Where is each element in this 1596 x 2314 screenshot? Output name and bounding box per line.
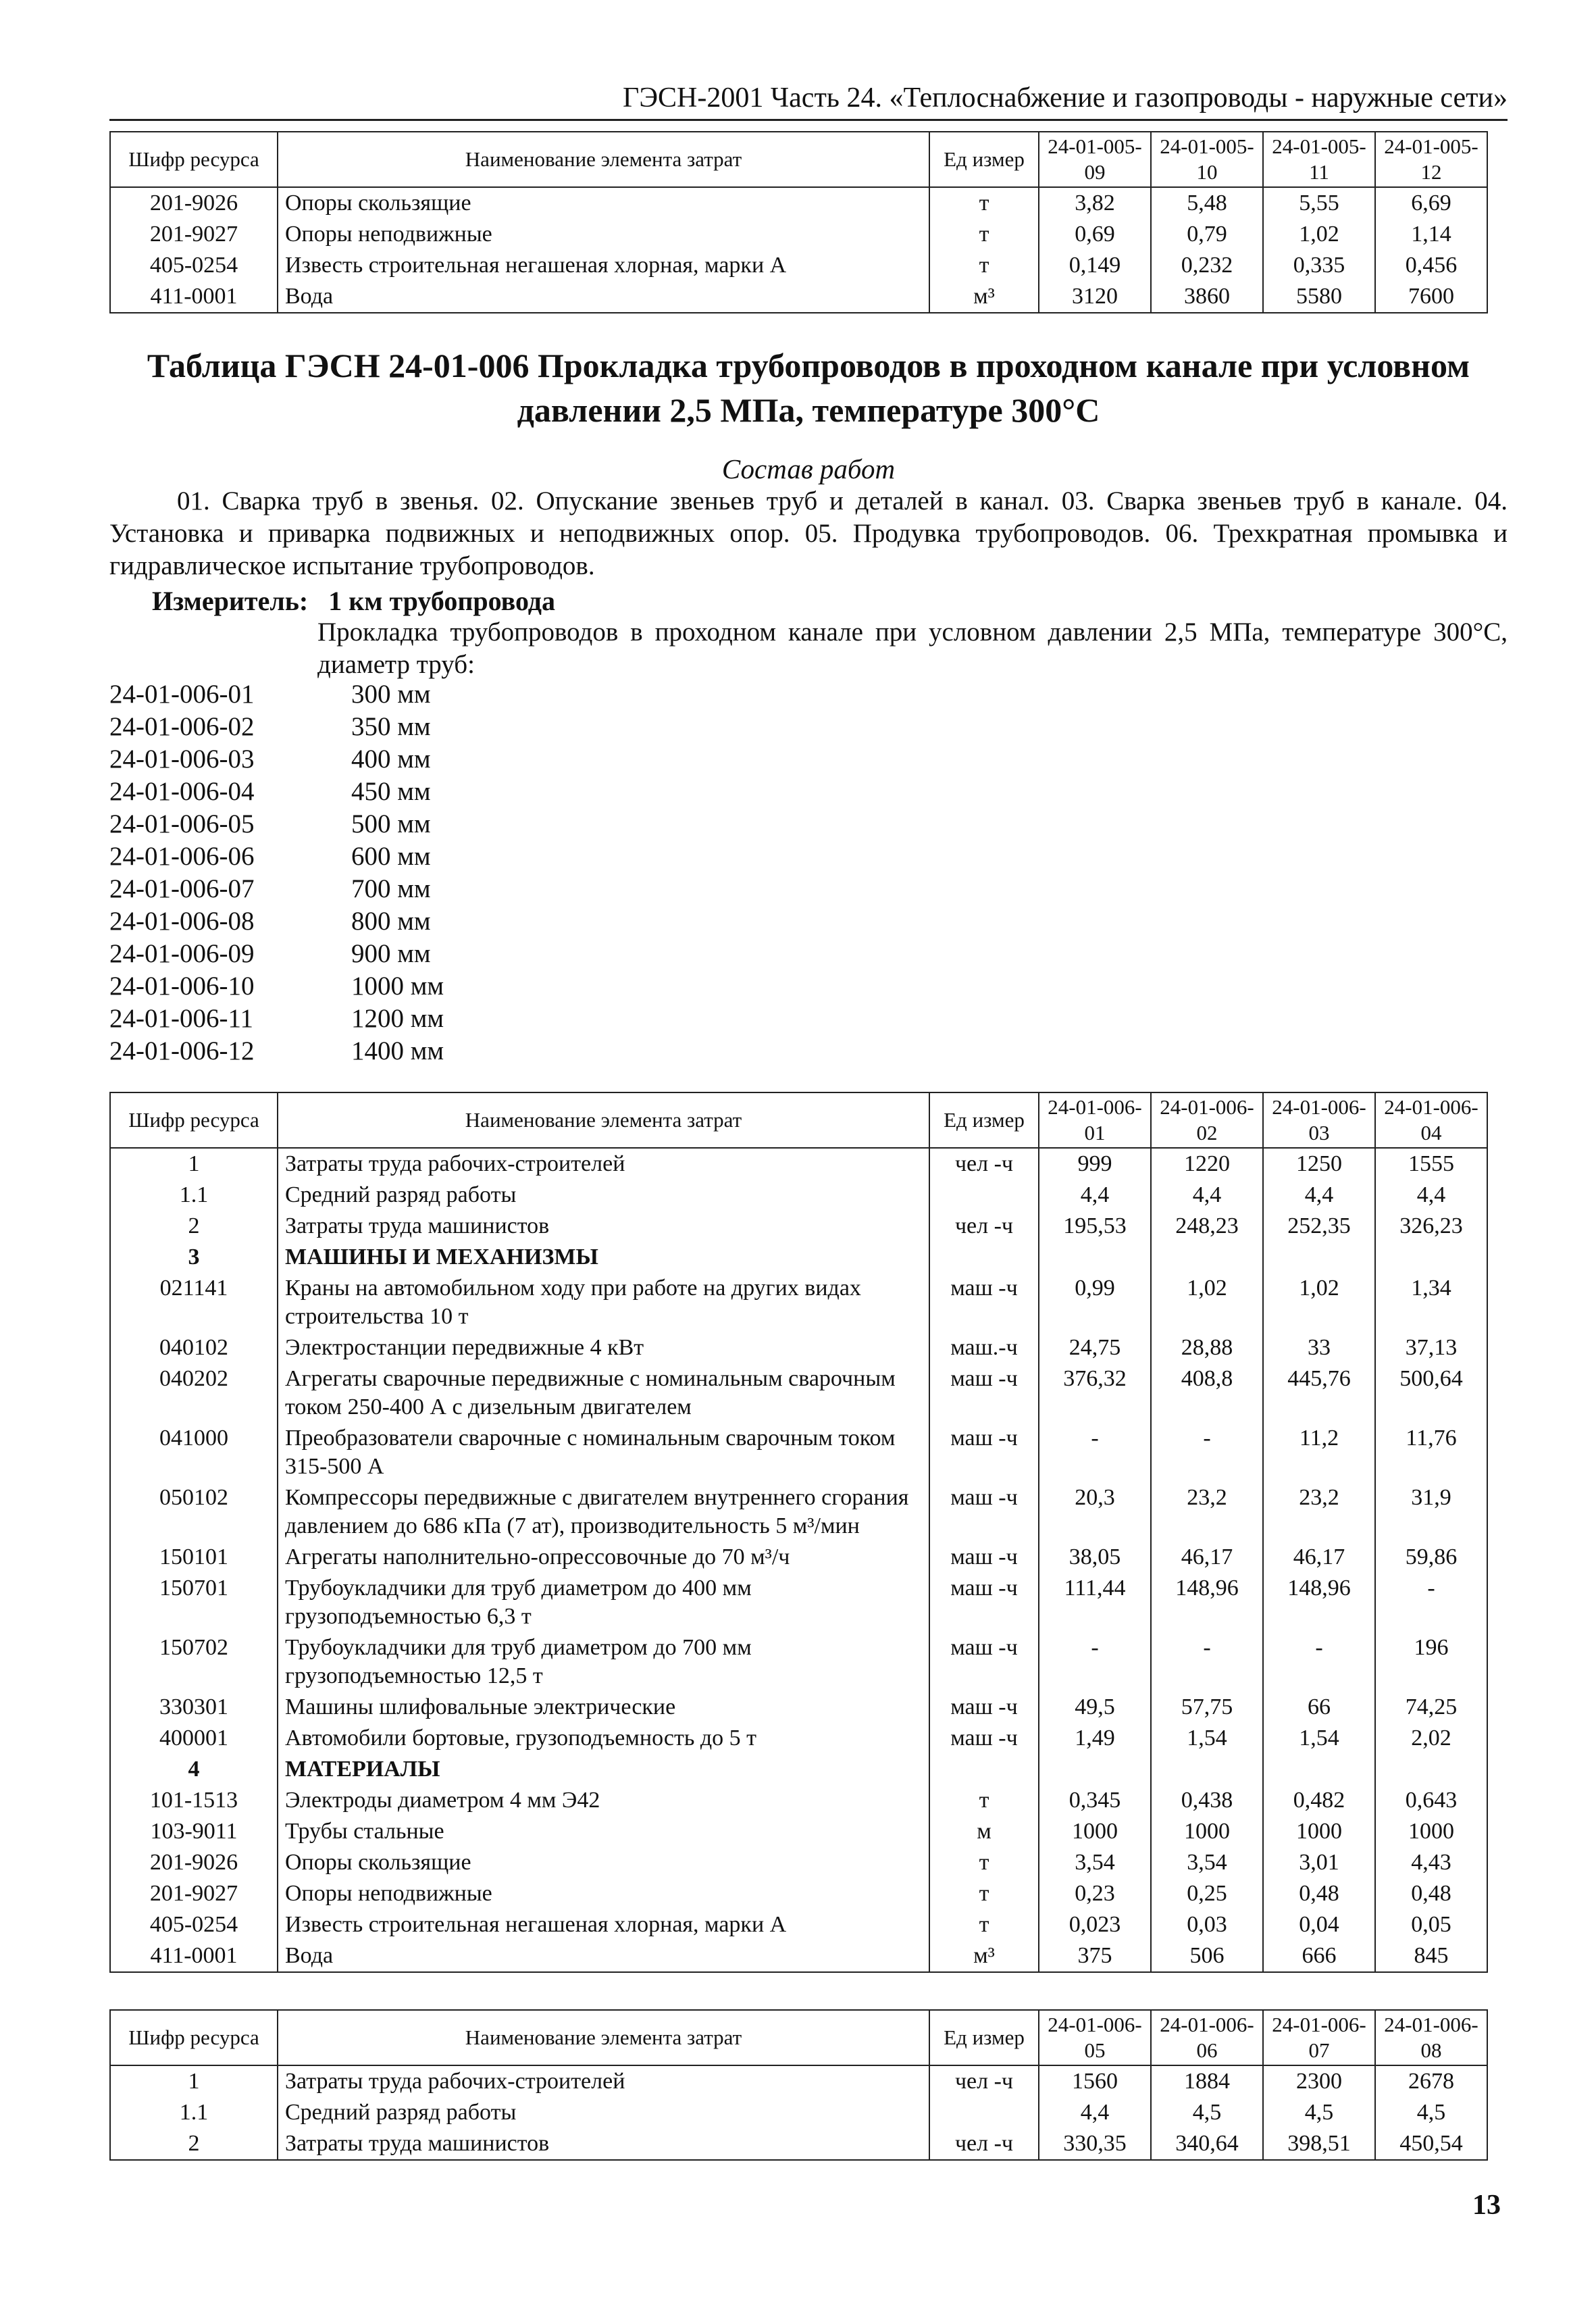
list-item [109,711,444,743]
resource-name-cell: Агрегаты сварочные передвижные с номинальным сварочным током 250-400 А с дизельным двигателем [278,1363,929,1423]
unit-cell: маш.-ч [929,1332,1039,1363]
pipe-diameter: 1200 мм [351,1004,444,1033]
resource-code-cell: 3 [110,1242,278,1273]
value-cell: 326,23 [1375,1211,1487,1242]
value-cell: 1000 [1151,1816,1263,1847]
pipe-diameter: 1400 мм [351,1036,444,1065]
resource-code-cell: 021141 [110,1273,278,1332]
resource-code-cell: 411-0001 [110,1940,278,1972]
value-cell: 999 [1039,1148,1151,1180]
unit-cell: чел -ч [929,2065,1039,2097]
value-cell: 38,05 [1039,1542,1151,1573]
list-item [109,840,444,873]
value-cell: 1884 [1151,2065,1263,2097]
resource-name-cell: Вода [278,1940,929,1972]
value-cell [1151,1754,1263,1785]
unit-cell: маш -ч [929,1542,1039,1573]
value-cell: 376,32 [1039,1363,1151,1423]
list-item [109,743,444,776]
table-row [110,1816,1487,1847]
resource-name-cell: Известь строительная негашеная хлорная, марки А [278,250,929,281]
value-cell: 0,69 [1039,219,1151,250]
value-cell [1151,1242,1263,1273]
col-code-header: Шифр ресурса [110,132,278,187]
table-row [110,1542,1487,1573]
col-unit-header: Ед измер [929,132,1039,187]
resource-code-cell: 1 [110,2065,278,2097]
col-norm-header: 24-01-006-06 [1151,2010,1263,2065]
table-row [110,1363,1487,1423]
running-header: ГЭСН-2001 Часть 24. «Теплоснабжение и газопроводы - наружные сети» [109,80,1508,121]
value-cell: 1,54 [1151,1723,1263,1754]
table-row [110,1148,1487,1180]
value-cell: 1250 [1263,1148,1375,1180]
value-cell: 845 [1375,1940,1487,1972]
value-cell: 450,54 [1375,2128,1487,2160]
list-item [109,1003,444,1035]
pipe-diameter: 600 мм [351,842,431,871]
unit-cell: чел -ч [929,1211,1039,1242]
table-row [110,1332,1487,1363]
value-cell: 0,232 [1151,250,1263,281]
resource-code-cell: 201-9027 [110,1878,278,1909]
value-cell: 0,99 [1039,1273,1151,1332]
value-cell: 33 [1263,1332,1375,1363]
resource-table-005 [109,131,1488,313]
value-cell: 23,2 [1263,1482,1375,1542]
value-cell: 4,4 [1039,2097,1151,2128]
meter-label: Измеритель: [152,586,309,616]
value-cell: 375 [1039,1940,1151,1972]
value-cell: 11,76 [1375,1423,1487,1482]
resource-name-cell: Вода [278,281,929,313]
value-cell: 31,9 [1375,1482,1487,1542]
table-row [110,1940,1487,1972]
table-row [110,1909,1487,1940]
pipe-diameter: 500 мм [351,809,431,838]
unit-cell: маш -ч [929,1573,1039,1632]
value-cell: 111,44 [1039,1573,1151,1632]
value-cell: - [1039,1423,1151,1482]
value-cell: 11,2 [1263,1423,1375,1482]
resource-code-cell: 150101 [110,1542,278,1573]
resource-table-006-a [109,1092,1488,1973]
value-cell: 1555 [1375,1148,1487,1180]
value-cell [1263,1754,1375,1785]
value-cell: 1,49 [1039,1723,1151,1754]
unit-cell [929,1754,1039,1785]
pipe-diameter: 450 мм [351,777,431,806]
unit-cell: маш -ч [929,1632,1039,1692]
norm-code-list [109,678,444,1067]
value-cell: 0,456 [1375,250,1487,281]
col-name-header: Наименование элемента затрат [278,1092,929,1148]
table-row [110,1573,1487,1632]
table-row [110,1423,1487,1482]
value-cell: 20,3 [1039,1482,1151,1542]
norm-code: 24-01-006-03 [109,745,255,774]
meter-line [152,584,555,619]
table-row [110,219,1487,250]
value-cell: 408,8 [1151,1363,1263,1423]
resource-code-cell: 400001 [110,1723,278,1754]
value-cell: - [1263,1632,1375,1692]
table-row [110,1180,1487,1211]
value-cell: - [1151,1632,1263,1692]
col-norm-header: 24-01-005-11 [1263,132,1375,187]
pipe-diameter: 350 мм [351,712,431,741]
value-cell: 59,86 [1375,1542,1487,1573]
pipe-diameter: 800 мм [351,907,431,936]
resource-name-cell: Компрессоры передвижные с двигателем внутреннего сгорания давлением до 686 кПа (7 ат), производительность 5 м³/мин [278,1482,929,1542]
norm-code: 24-01-006-10 [109,972,255,1001]
resource-name-cell: Затраты труда рабочих-строителей [278,1148,929,1180]
resource-name-cell: Агрегаты наполнительно-опрессовочные до 70 м³/ч [278,1542,929,1573]
value-cell: 24,75 [1039,1332,1151,1363]
pipe-diameter: 300 мм [351,680,431,709]
table-row [110,1211,1487,1242]
value-cell: 2678 [1375,2065,1487,2097]
table-row [110,187,1487,219]
resource-name-cell: Опоры неподвижные [278,1878,929,1909]
list-item [109,1035,444,1067]
value-cell: 1000 [1375,1816,1487,1847]
value-cell: 2,02 [1375,1723,1487,1754]
value-cell: 3,54 [1151,1847,1263,1878]
unit-cell: т [929,1909,1039,1940]
value-cell: 7600 [1375,281,1487,313]
value-cell: 0,48 [1263,1878,1375,1909]
unit-cell: маш -ч [929,1692,1039,1723]
resource-name-cell: Электростанции передвижные 4 кВт [278,1332,929,1363]
unit-cell [929,2097,1039,2128]
resource-name-cell: Опоры неподвижные [278,219,929,250]
resource-name-cell: МАШИНЫ И МЕХАНИЗМЫ [278,1242,929,1273]
resource-code-cell: 103-9011 [110,1816,278,1847]
value-cell: 46,17 [1151,1542,1263,1573]
value-cell: 0,438 [1151,1785,1263,1816]
resource-name-cell: Затраты труда машинистов [278,1211,929,1242]
value-cell: 5,48 [1151,187,1263,219]
table-row [110,1847,1487,1878]
unit-cell: маш -ч [929,1482,1039,1542]
col-name-header: Наименование элемента затрат [278,132,929,187]
value-cell [1263,1242,1375,1273]
table-row [110,2128,1487,2160]
resource-name-cell: Затраты труда рабочих-строителей [278,2065,929,2097]
work-composition-heading: Состав работ [721,453,896,484]
table-row [110,1878,1487,1909]
value-cell: - [1375,1573,1487,1632]
value-cell: 3860 [1151,281,1263,313]
col-norm-header: 24-01-006-02 [1151,1092,1263,1148]
table-row [110,250,1487,281]
resource-name-cell: Машины шлифовальные электрические [278,1692,929,1723]
resource-code-cell: 041000 [110,1423,278,1482]
value-cell: 1,54 [1263,1723,1375,1754]
col-norm-header: 24-01-005-10 [1151,132,1263,187]
unit-cell: м³ [929,281,1039,313]
table-row [110,1785,1487,1816]
value-cell: 6,69 [1375,187,1487,219]
col-norm-header: 24-01-005-09 [1039,132,1151,187]
value-cell [1375,1242,1487,1273]
resource-name-cell: Известь строительная негашеная хлорная, марки А [278,1909,929,1940]
table-row [110,1273,1487,1332]
value-cell: 252,35 [1263,1211,1375,1242]
col-norm-header: 24-01-006-03 [1263,1092,1375,1148]
value-cell: 148,96 [1263,1573,1375,1632]
value-cell: 330,35 [1039,2128,1151,2160]
table-row [110,1754,1487,1785]
value-cell: 4,4 [1039,1180,1151,1211]
col-norm-header: 24-01-006-08 [1375,2010,1487,2065]
unit-cell [929,1242,1039,1273]
pipe-diameter: 400 мм [351,745,431,774]
value-cell: 0,25 [1151,1878,1263,1909]
value-cell: 46,17 [1263,1542,1375,1573]
resource-name-cell: Трубы стальные [278,1816,929,1847]
unit-cell: т [929,250,1039,281]
resource-code-cell: 1 [110,1148,278,1180]
resource-code-cell: 330301 [110,1692,278,1723]
value-cell: 3,01 [1263,1847,1375,1878]
list-item [109,873,444,905]
value-cell: 3,82 [1039,187,1151,219]
value-cell: 0,05 [1375,1909,1487,1940]
col-unit-header: Ед измер [929,2010,1039,2065]
resource-name-cell: Преобразователи сварочные с номинальным сварочным током 315-500 А [278,1423,929,1482]
unit-cell: м [929,1816,1039,1847]
value-cell: 0,482 [1263,1785,1375,1816]
resource-name-cell: Краны на автомобильном ходу при работе на других видах строительства 10 т [278,1273,929,1332]
unit-cell: т [929,187,1039,219]
value-cell: 506 [1151,1940,1263,1972]
value-cell: 3120 [1039,281,1151,313]
norm-code: 24-01-006-01 [109,680,255,709]
col-norm-header: 24-01-006-04 [1375,1092,1487,1148]
value-cell: 4,5 [1375,2097,1487,2128]
value-cell: 0,04 [1263,1909,1375,1940]
value-cell: 1,34 [1375,1273,1487,1332]
value-cell: 1,02 [1263,1273,1375,1332]
resource-name-cell: Автомобили бортовые, грузоподъемность до 5 т [278,1723,929,1754]
resource-code-cell: 405-0254 [110,250,278,281]
value-cell: 5,55 [1263,187,1375,219]
work-composition-text: 01. Сварка труб в звенья. 02. Опускание звеньев труб и деталей в канал. 03. Сварка звеньев труб в канале. 04. Установка и приварка подвижных и неподвижных опор. 05. Продувка трубопроводов. 06. Трехкратная промывка и гидравлическое испытание трубопроводов. [109,486,1508,580]
value-cell: 0,149 [1039,250,1151,281]
value-cell: 0,335 [1263,250,1375,281]
list-item [109,938,444,970]
col-norm-header: 24-01-006-05 [1039,2010,1151,2065]
norm-code: 24-01-006-09 [109,939,255,968]
col-norm-header: 24-01-005-12 [1375,132,1487,187]
unit-cell: т [929,1847,1039,1878]
resource-code-cell: 201-9027 [110,219,278,250]
value-cell [1039,1242,1151,1273]
value-cell: 0,79 [1151,219,1263,250]
value-cell: 1560 [1039,2065,1151,2097]
col-code-header: Шифр ресурса [110,2010,278,2065]
table-row [110,2097,1487,2128]
resource-code-cell: 1.1 [110,2097,278,2128]
meter-value: 1 км трубопровода [328,586,556,616]
table-title: Таблица ГЭСН 24-01-006 Прокладка трубопроводов в проходном канале при условном давлении 2,5 МПа, температуре 300°С [147,347,1470,429]
value-cell: 0,643 [1375,1785,1487,1816]
value-cell: 1220 [1151,1148,1263,1180]
norm-code: 24-01-006-07 [109,874,255,903]
value-cell: 4,4 [1375,1180,1487,1211]
table-row [110,2065,1487,2097]
resource-name-cell: Средний разряд работы [278,2097,929,2128]
resource-code-cell: 201-9026 [110,1847,278,1878]
unit-cell: т [929,219,1039,250]
value-cell: 445,76 [1263,1363,1375,1423]
resource-code-cell: 4 [110,1754,278,1785]
value-cell: 1,02 [1151,1273,1263,1332]
value-cell: 500,64 [1375,1363,1487,1423]
resource-code-cell: 405-0254 [110,1909,278,1940]
value-cell: 666 [1263,1940,1375,1972]
col-norm-header: 24-01-006-07 [1263,2010,1375,2065]
value-cell: 0,23 [1039,1878,1151,1909]
value-cell: 195,53 [1039,1211,1151,1242]
value-cell: 0,48 [1375,1878,1487,1909]
value-cell: - [1039,1632,1151,1692]
value-cell: 1,02 [1263,219,1375,250]
resource-name-cell: Электроды диаметром 4 мм Э42 [278,1785,929,1816]
value-cell: 4,5 [1151,2097,1263,2128]
value-cell: 0,345 [1039,1785,1151,1816]
pipe-diameter: 1000 мм [351,972,444,1001]
resource-table-006-b [109,2009,1488,2161]
value-cell: 1000 [1039,1816,1151,1847]
list-item [109,905,444,938]
table-row [110,281,1487,313]
list-item [109,678,444,711]
resource-name-cell: Средний разряд работы [278,1180,929,1211]
unit-cell: чел -ч [929,1148,1039,1180]
value-cell: - [1151,1423,1263,1482]
table-row [110,1482,1487,1542]
value-cell: 74,25 [1375,1692,1487,1723]
col-name-header: Наименование элемента затрат [278,2010,929,2065]
value-cell: 49,5 [1039,1692,1151,1723]
resource-code-cell: 1.1 [110,1180,278,1211]
col-norm-header: 24-01-006-01 [1039,1092,1151,1148]
norm-code: 24-01-006-06 [109,842,255,871]
col-unit-header: Ед измер [929,1092,1039,1148]
resource-name-cell: Опоры скользящие [278,1847,929,1878]
value-cell: 66 [1263,1692,1375,1723]
value-cell: 340,64 [1151,2128,1263,2160]
value-cell: 4,5 [1263,2097,1375,2128]
value-cell: 196 [1375,1632,1487,1692]
value-cell: 148,96 [1151,1573,1263,1632]
norm-description: Прокладка трубопроводов в проходном канале при условном давлении 2,5 МПа, температуре 300°С, диаметр труб: [317,618,1508,679]
value-cell: 4,4 [1151,1180,1263,1211]
norm-code: 24-01-006-08 [109,907,255,936]
value-cell [1375,1754,1487,1785]
value-cell: 23,2 [1151,1482,1263,1542]
value-cell: 57,75 [1151,1692,1263,1723]
unit-cell: маш -ч [929,1423,1039,1482]
value-cell: 28,88 [1151,1332,1263,1363]
list-item [109,808,444,840]
unit-cell: маш -ч [929,1273,1039,1332]
table-row [110,1723,1487,1754]
norm-code: 24-01-006-11 [109,1004,254,1033]
resource-code-cell: 150701 [110,1573,278,1632]
value-cell: 248,23 [1151,1211,1263,1242]
pipe-diameter: 900 мм [351,939,431,968]
norm-code: 24-01-006-12 [109,1036,255,1065]
resource-code-cell: 411-0001 [110,281,278,313]
norm-code: 24-01-006-02 [109,712,255,741]
resource-code-cell: 150702 [110,1632,278,1692]
resource-code-cell: 040102 [110,1332,278,1363]
resource-code-cell: 101-1513 [110,1785,278,1816]
resource-name-cell: Затраты труда машинистов [278,2128,929,2160]
value-cell: 4,43 [1375,1847,1487,1878]
resource-name-cell: МАТЕРИАЛЫ [278,1754,929,1785]
unit-cell: т [929,1878,1039,1909]
unit-cell: маш -ч [929,1363,1039,1423]
value-cell [1039,1754,1151,1785]
value-cell: 0,023 [1039,1909,1151,1940]
value-cell: 398,51 [1263,2128,1375,2160]
list-item [109,776,444,808]
unit-cell: т [929,1785,1039,1816]
table-row [110,1242,1487,1273]
unit-cell: маш -ч [929,1723,1039,1754]
pipe-diameter: 700 мм [351,874,431,903]
norm-code: 24-01-006-05 [109,809,255,838]
table-row [110,1632,1487,1692]
value-cell: 0,03 [1151,1909,1263,1940]
value-cell: 3,54 [1039,1847,1151,1878]
resource-code-cell: 2 [110,1211,278,1242]
resource-code-cell: 050102 [110,1482,278,1542]
value-cell: 5580 [1263,281,1375,313]
resource-name-cell: Опоры скользящие [278,187,929,219]
unit-cell [929,1180,1039,1211]
resource-code-cell: 040202 [110,1363,278,1423]
value-cell: 4,4 [1263,1180,1375,1211]
page-number: 13 [1472,2190,1501,2221]
value-cell: 2300 [1263,2065,1375,2097]
value-cell: 1,14 [1375,219,1487,250]
resource-code-cell: 2 [110,2128,278,2160]
unit-cell: м³ [929,1940,1039,1972]
norm-code: 24-01-006-04 [109,777,255,806]
list-item [109,970,444,1003]
resource-name-cell: Трубоукладчики для труб диаметром до 400 мм грузоподъемностью 6,3 т [278,1573,929,1632]
resource-code-cell: 201-9026 [110,187,278,219]
table-row [110,1692,1487,1723]
value-cell: 37,13 [1375,1332,1487,1363]
resource-name-cell: Трубоукладчики для труб диаметром до 700 мм грузоподъемностью 12,5 т [278,1632,929,1692]
value-cell: 1000 [1263,1816,1375,1847]
col-code-header: Шифр ресурса [110,1092,278,1148]
unit-cell: чел -ч [929,2128,1039,2160]
